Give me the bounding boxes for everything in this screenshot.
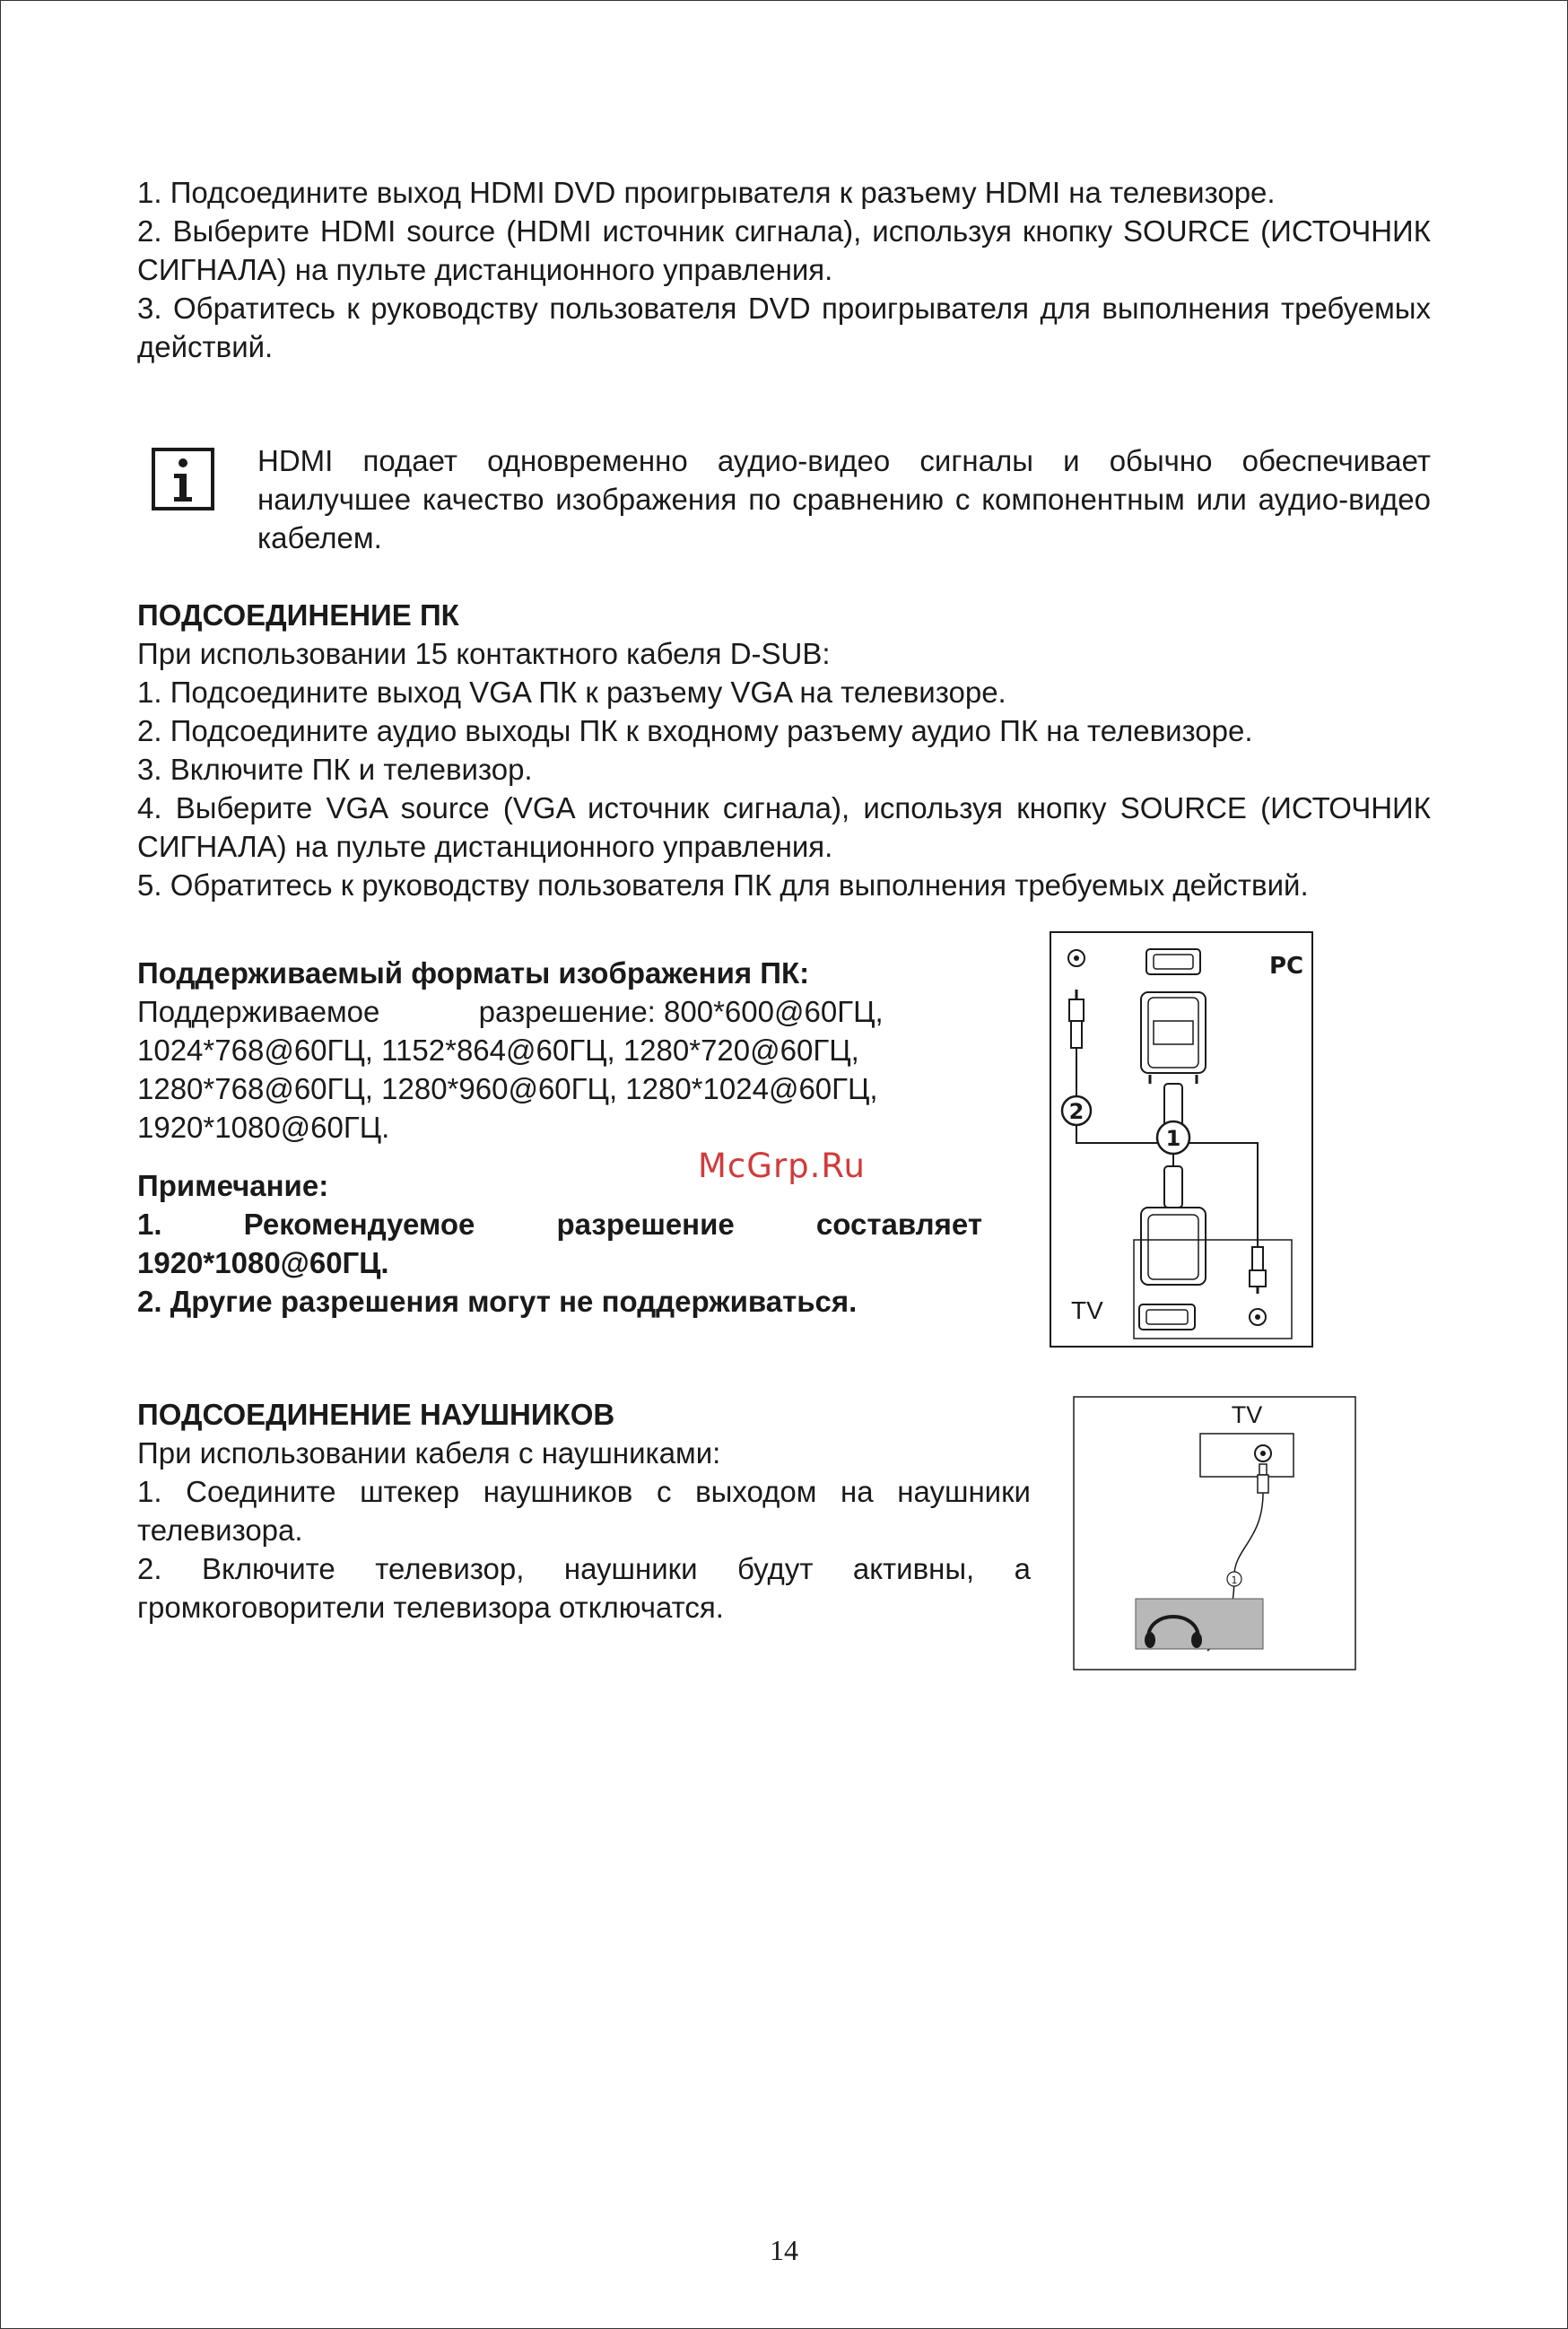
pc-formats: [137, 954, 982, 1147]
tv-label: TV: [1231, 1401, 1263, 1428]
watermark: McGrp.Ru: [698, 1147, 866, 1185]
formats-label-2: разрешение:: [478, 995, 656, 1028]
headphones-intro: При использовании кабеля с наушниками:: [137, 1436, 721, 1470]
pc-step-5: 5. Обратитесь к руководству пользователя ПК для выполнения требуемых действий.: [137, 868, 1309, 902]
note-1-end: 1920*1080@60ГЦ.: [137, 1246, 389, 1279]
formats-label: Поддерживаемое: [137, 995, 380, 1028]
hdmi-steps: [137, 173, 1431, 366]
pc-label: PC: [1269, 953, 1304, 980]
formats-heading: Поддерживаемый форматы изображения ПК:: [137, 956, 810, 990]
formats-line-2: 1024*768@60ГЦ, 1152*864@60ГЦ, 1280*720@60ГЦ,: [137, 1034, 859, 1067]
hdmi-step-2: 2. Выберите HDMI source (HDMI источник сигнала), используя кнопку SOURCE (ИСТОЧНИК СИГНАЛА) на пульте дистанционного управления.: [137, 214, 1431, 286]
pc-connection-diagram: [1050, 931, 1315, 1349]
info-note: HDMI подает одновременно аудио-видео сигналы и обычно обеспечивает наилучшее качество изображения по сравнению с компонентным или аудио-видео кабелем.: [257, 444, 1431, 554]
formats-first: 800*600@60ГЦ,: [664, 995, 884, 1028]
page-number: 14: [770, 2234, 798, 2266]
info-icon: [151, 447, 215, 511]
pc-step-3: 3. Включите ПК и телевизор.: [137, 753, 533, 786]
hdmi-step-1: 1. Подсоедините выход HDMI DVD проигрывателя к разъему HDMI на телевизоре.: [137, 176, 1276, 209]
formats-line-3: 1280*768@60ГЦ, 1280*960@60ГЦ, 1280*1024@60ГЦ,: [137, 1072, 878, 1105]
note-1-word: составляет: [815, 1208, 982, 1241]
hdmi-step-3: 3. Обратитесь к руководству пользователя DVD проигрывателя для выполнения требуемых действий.: [137, 292, 1431, 363]
pc-intro: При использовании 15 контактного кабеля D-SUB:: [137, 637, 831, 670]
note-1-word: Рекомендуемое: [243, 1208, 475, 1241]
headphones-section: [137, 1395, 1031, 1627]
note-1-line: [137, 1205, 982, 1243]
formats-line-4: 1920*1080@60ГЦ.: [137, 1111, 390, 1144]
pc-step-1: 1. Подсоедините выход VGA ПК к разъему VGA на телевизоре.: [137, 676, 1006, 709]
headphones-connection-diagram: [1073, 1396, 1358, 1672]
pc-note: [137, 1166, 982, 1321]
headphones-heading: ПОДСОЕДИНЕНИЕ НАУШНИКОВ: [137, 1398, 615, 1431]
pc-section: [137, 596, 1431, 904]
marker-2: 2: [1068, 1099, 1085, 1124]
tv-box: [1200, 1434, 1294, 1477]
headphones-step-2: 2. Включите телевизор, наушники будут активны, а громкоговорители телевизора отключатся.: [137, 1552, 1031, 1624]
note-heading: Примечание:: [137, 1169, 329, 1202]
pc-heading: ПОДСОЕДИНЕНИЕ ПК: [137, 598, 459, 632]
marker-1: 1: [1165, 1126, 1181, 1151]
tv-audio-plug-icon: [1250, 1247, 1266, 1294]
note-2: 2. Другие разрешения могут не поддерживаться.: [137, 1285, 858, 1318]
headphones-step-1: 1. Соедините штекер наушников с выходом на наушники телевизора.: [137, 1475, 1031, 1547]
headphone-plug-icon: [1258, 1464, 1268, 1493]
note-1-word: разрешение: [556, 1208, 735, 1241]
pc-step-2: 2. Подсоедините аудио выходы ПК к входному разъему аудио ПК на телевизоре.: [137, 714, 1253, 747]
formats-line-1: [137, 992, 982, 1031]
tv-label: TV: [1071, 1296, 1103, 1324]
pc-step-4: 4. Выберите VGA source (VGA источник сигнала), используя кнопку SOURCE (ИСТОЧНИК СИГНАЛА) на пульте дистанционного управления.: [137, 791, 1431, 863]
note-1-word: 1.: [137, 1208, 162, 1241]
marker-1: 1: [1231, 1574, 1238, 1586]
